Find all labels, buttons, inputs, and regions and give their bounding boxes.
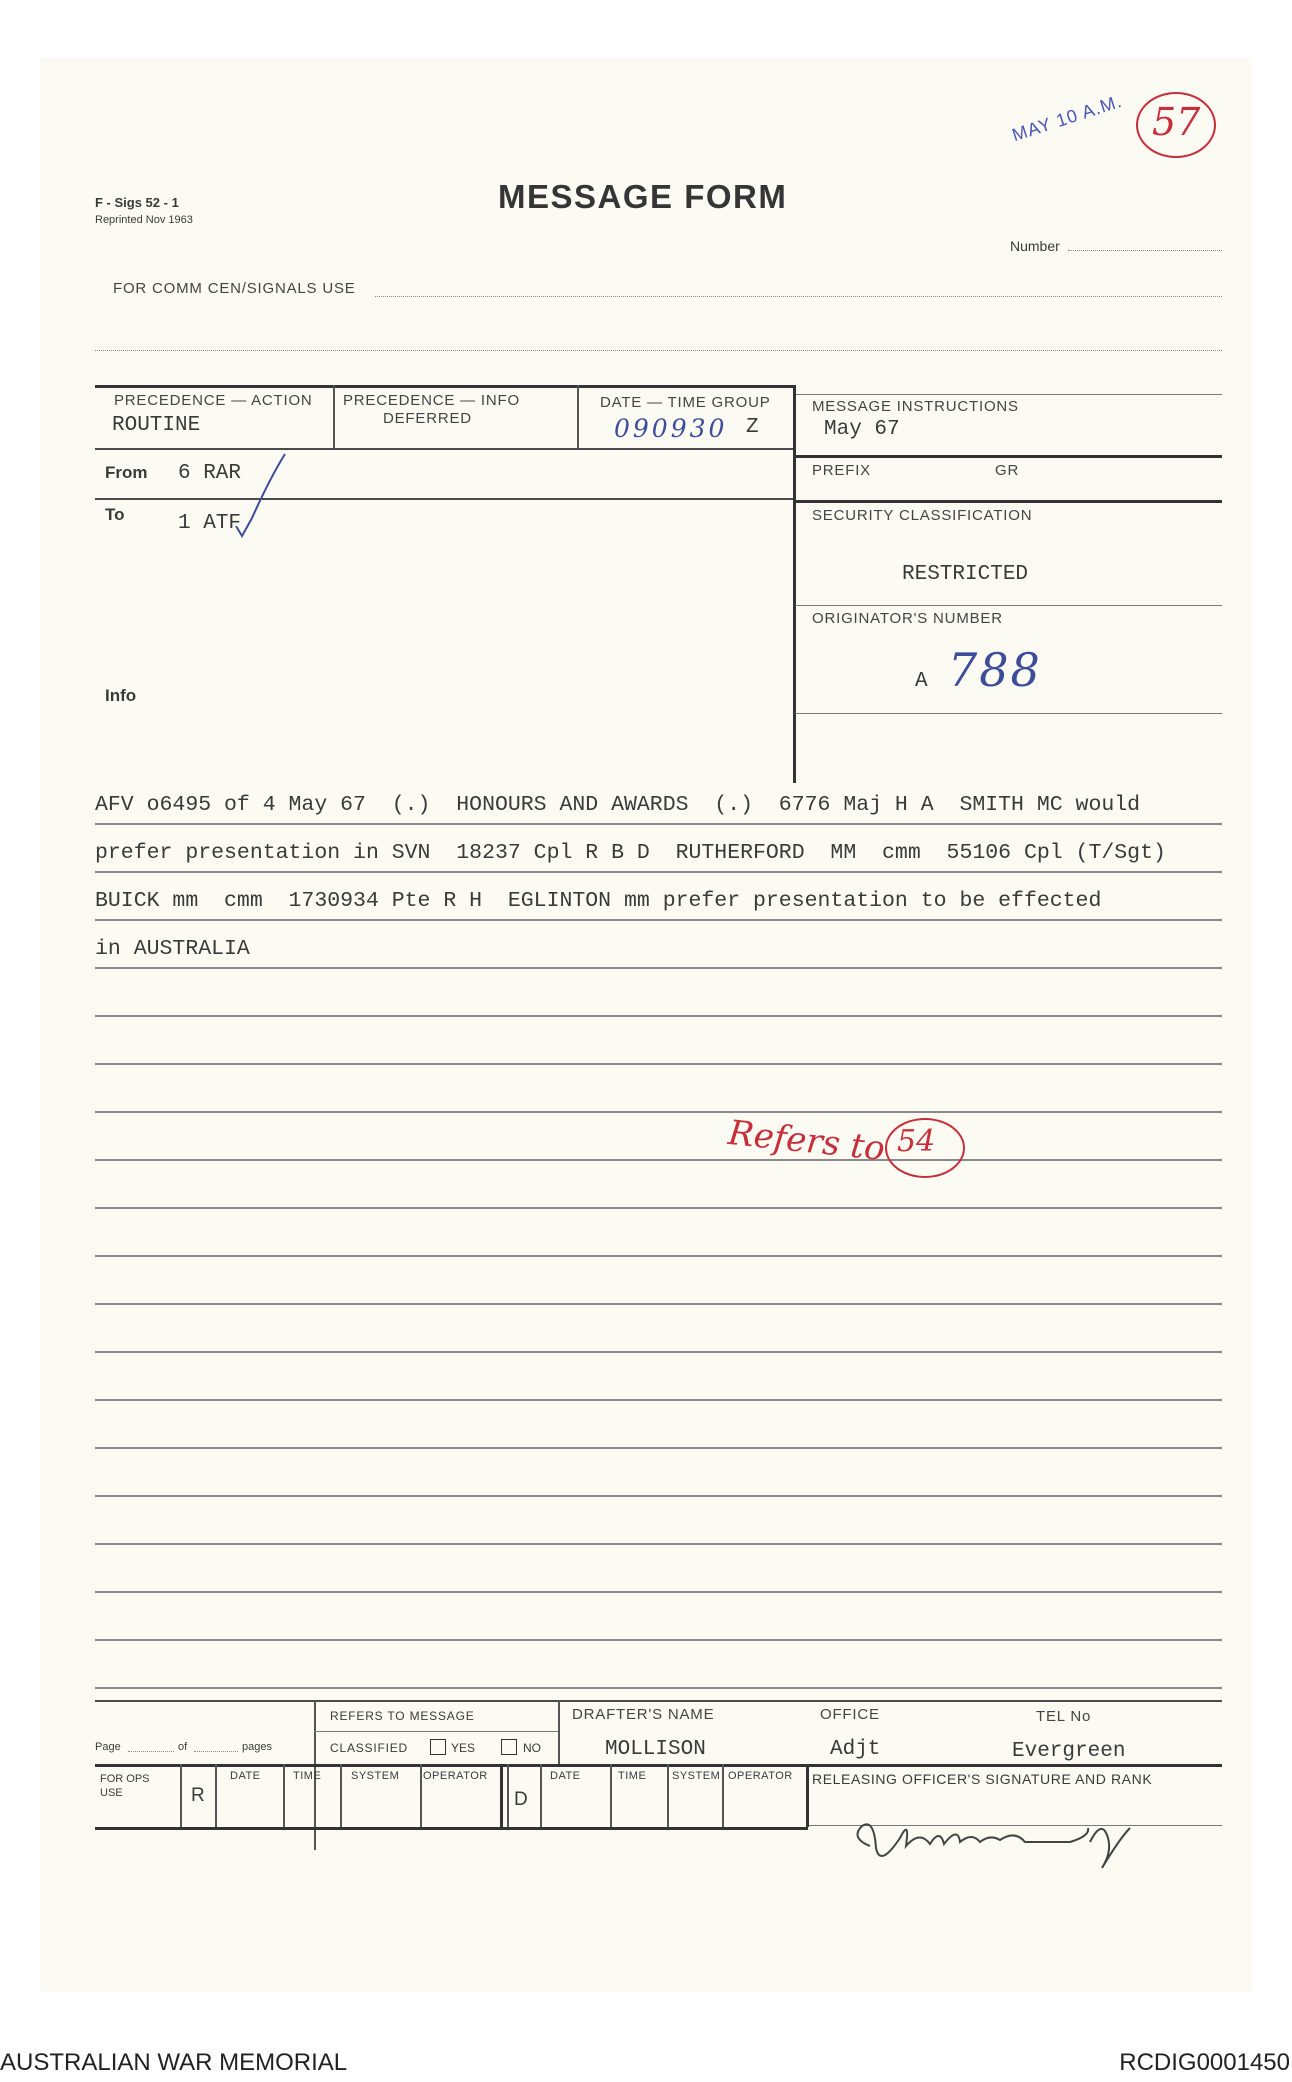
info-label: Info: [105, 686, 137, 705]
classified-yes-checkbox[interactable]: [430, 1739, 446, 1755]
body-line: prefer presentation in SVN 18237 Cpl R B D RUTHERFORD MM cmm 55106 Cpl (T/Sgt): [95, 841, 1166, 865]
comm-cen-field-2[interactable]: [95, 350, 1222, 351]
ops-divider: [610, 1764, 612, 1827]
tel-label: TEL No: [1036, 1708, 1092, 1725]
ops-operator-label-2: OPERATOR: [728, 1770, 793, 1782]
ruled-line: [95, 1255, 1222, 1257]
ops-divider: [180, 1764, 182, 1827]
releasing-signature: [840, 1798, 1160, 1878]
ruled-line: [95, 1639, 1222, 1641]
prec-info-divider: [577, 385, 579, 448]
header-top-rule-right: [795, 394, 1222, 395]
to-value: 1 ATF: [178, 512, 242, 535]
refers-divider-right: [558, 1700, 560, 1765]
ruled-line: [95, 823, 1222, 825]
received-stamp: MAY 10 A.M.: [1009, 90, 1125, 146]
precedence-action-value: ROUTINE: [112, 414, 201, 437]
dtg-label: DATE — TIME GROUP: [600, 394, 771, 411]
originator-top-rule: [795, 605, 1222, 606]
check-mark-icon: [230, 448, 300, 548]
ops-time-label-2: TIME: [618, 1770, 647, 1782]
gr-label: GR: [995, 462, 1020, 479]
classified-no-checkbox[interactable]: [501, 1739, 517, 1755]
tel-value: Evergreen: [1012, 1740, 1126, 1763]
comm-cen-field[interactable]: [375, 296, 1222, 297]
security-value: RESTRICTED: [902, 563, 1029, 586]
ruled-line: [95, 1015, 1222, 1017]
ruled-line: [95, 1399, 1222, 1401]
for-ops-use-label: FOR OPS USE: [100, 1773, 150, 1799]
originator-bottom-rule: [795, 713, 1222, 714]
precedence-info-label: PRECEDENCE — INFO: [343, 392, 520, 409]
from-value: 6 RAR: [178, 462, 242, 485]
ops-date-label: DATE: [230, 1770, 261, 1782]
ops-divider: [667, 1764, 669, 1827]
body-line: AFV o6495 of 4 May 67 (.) HONOURS AND AWARDS (.) 6776 Maj H A SMITH MC would: [95, 793, 1141, 817]
prefix-top-rule: [795, 455, 1222, 458]
message-form-sheet: [40, 58, 1252, 1992]
office-value: Adjt: [830, 1738, 881, 1761]
refers-number: 54: [897, 1124, 936, 1159]
to-label: To: [105, 505, 125, 524]
precedence-action-label: PRECEDENCE — ACTION: [114, 392, 313, 409]
prefix-label: PREFIX: [812, 462, 871, 479]
number-field[interactable]: [1068, 250, 1222, 251]
ops-time-label: TIME: [293, 1770, 322, 1782]
comm-cen-label: FOR COMM CEN/SIGNALS USE: [113, 280, 356, 297]
body-line: in AUSTRALIA: [95, 937, 250, 961]
office-label: OFFICE: [820, 1706, 880, 1723]
of-label: of: [178, 1741, 188, 1753]
refers-mid-rule: [314, 1731, 558, 1732]
drafter-label: DRAFTER'S NAME: [572, 1706, 715, 1723]
ops-divider: [420, 1764, 422, 1827]
ruled-line: [95, 1303, 1222, 1305]
ruled-line: [95, 967, 1222, 969]
security-label: SECURITY CLASSIFICATION: [812, 507, 1033, 524]
precedence-info-sub: DEFERRED: [383, 410, 472, 427]
ruled-line: [95, 1495, 1222, 1497]
form-code: F - Sigs 52 - 1: [95, 195, 179, 210]
ruled-line: [95, 871, 1222, 873]
msg-instructions-value: May 67: [824, 418, 900, 441]
ruled-line: [95, 1063, 1222, 1065]
ops-system-label: SYSTEM: [351, 1770, 400, 1782]
classified-label: CLASSIFIED: [330, 1741, 409, 1755]
ops-date-label-2: DATE: [550, 1770, 581, 1782]
of-field[interactable]: [194, 1751, 238, 1752]
page-label: Page: [95, 1741, 121, 1753]
form-reprinted: Reprinted Nov 1963: [95, 214, 193, 226]
ruled-line: [95, 919, 1222, 921]
archive-footer-left: AUSTRALIAN WAR MEMORIAL: [0, 2049, 348, 2076]
ops-divider: [215, 1764, 217, 1827]
from-rule: [95, 498, 795, 500]
releasing-label: RELEASING OFFICER'S SIGNATURE AND RANK: [812, 1771, 1153, 1787]
ruled-line: [95, 1543, 1222, 1545]
refers-annotation: Refers to: [726, 1112, 887, 1170]
ops-divider: [507, 1764, 509, 1827]
r-label: R: [191, 1785, 205, 1806]
folio-number: 57: [1152, 100, 1201, 144]
d-label: D: [514, 1789, 528, 1810]
originator-number: 788: [948, 643, 1042, 697]
classified-yes-label: YES: [451, 1741, 476, 1755]
classified-no-label: NO: [523, 1741, 541, 1755]
header-top-rule-left: [95, 385, 795, 388]
ops-divider: [283, 1764, 285, 1827]
ruled-line: [95, 1351, 1222, 1353]
ops-divider: [540, 1764, 542, 1827]
security-top-rule: [795, 500, 1222, 503]
ops-operator-label: OPERATOR: [423, 1770, 488, 1782]
pages-label: pages: [242, 1741, 272, 1753]
right-block-divider: [793, 385, 796, 783]
body-line: BUICK mm cmm 1730934 Pte R H EGLINTON mm prefer presentation to be effected: [95, 889, 1102, 913]
number-label: Number: [1010, 238, 1060, 254]
page-field[interactable]: [128, 1751, 174, 1752]
ops-divider-thick: [500, 1764, 503, 1827]
ruled-line: [95, 1207, 1222, 1209]
msg-instructions-label: MESSAGE INSTRUCTIONS: [812, 398, 1019, 415]
dtg-value: 090930: [614, 414, 728, 443]
from-label: From: [105, 463, 148, 482]
originator-label: ORIGINATOR'S NUMBER: [812, 610, 1003, 627]
header-mid-rule-left: [95, 448, 795, 450]
ops-bottom-rule: [95, 1827, 808, 1830]
ruled-line: [95, 1687, 1222, 1689]
ruled-line: [95, 1447, 1222, 1449]
ops-top-rule: [95, 1764, 1222, 1767]
drafter-value: MOLLISON: [605, 1738, 706, 1761]
prec-action-divider: [333, 385, 335, 448]
ops-system-label-2: SYSTEM: [672, 1770, 721, 1782]
ruled-line: [95, 1591, 1222, 1593]
dtg-zone: Z: [746, 416, 759, 439]
originator-prefix: A: [915, 670, 928, 693]
ruled-line: [95, 1159, 1222, 1161]
ops-divider: [722, 1764, 724, 1827]
refers-to-label: REFERS TO MESSAGE: [330, 1709, 475, 1723]
ops-divider: [340, 1764, 342, 1827]
ruled-line: [95, 1111, 1222, 1113]
form-title: MESSAGE FORM: [498, 178, 788, 215]
ops-divider-thick: [806, 1764, 809, 1827]
archive-footer-right: RCDIG0001450: [1119, 2049, 1290, 2076]
footer-top-rule: [95, 1700, 1222, 1702]
